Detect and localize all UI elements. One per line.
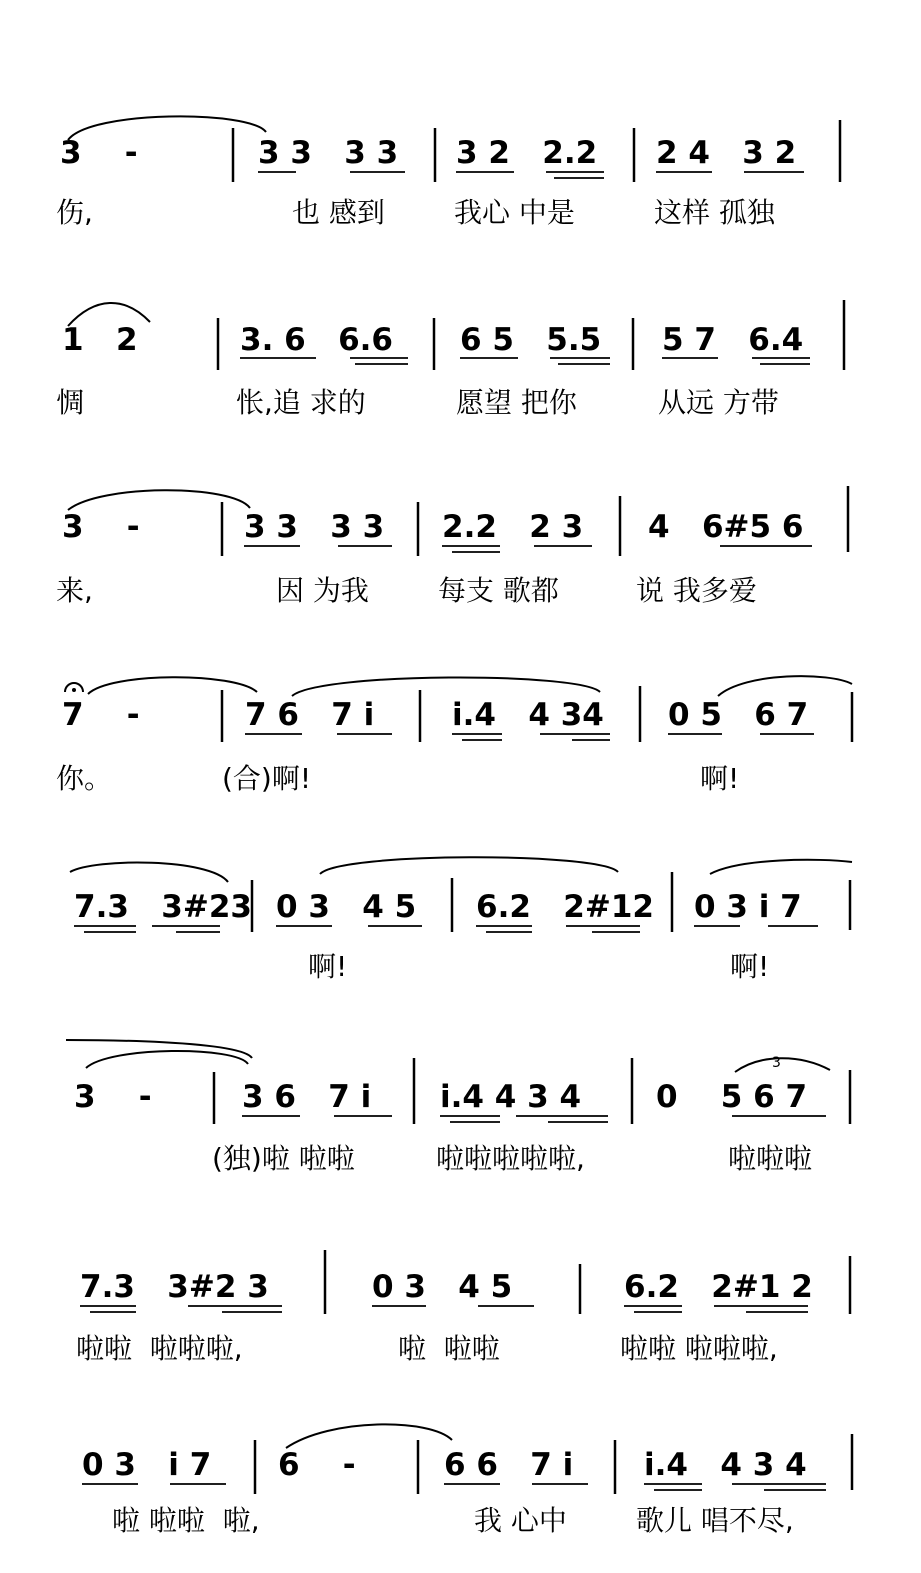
- lyric-text: 我 心中: [474, 1504, 567, 1537]
- lyric-text: 来,: [56, 574, 93, 607]
- lyric-text: 啦啦啦: [728, 1142, 813, 1175]
- lyric-text: 啊!: [700, 762, 740, 795]
- lyric-text: 这样 孤独: [654, 196, 775, 229]
- measure-notes: 6 -: [278, 1447, 356, 1483]
- lyric-text: 也 感到: [292, 196, 385, 229]
- lyric-text: 啊!: [308, 950, 348, 983]
- lyric-text: 你。: [56, 762, 113, 795]
- fermata-mark: [65, 683, 83, 692]
- measure-notes: 7 -: [62, 697, 140, 733]
- triplet-mark: 3: [772, 1055, 781, 1071]
- lyric-text: 伤,: [56, 196, 93, 229]
- measure-notes: 7.3 3#2 3: [80, 1269, 269, 1305]
- measure-notes: 6 6 7 i: [444, 1447, 574, 1483]
- measure-notes: 3 -: [74, 1079, 152, 1115]
- measure-notes: i.4 4 3 4: [644, 1447, 807, 1483]
- lyric-text: 说 我多爱: [636, 574, 757, 607]
- measure-notes: 7 6 7 i: [245, 697, 375, 733]
- measure-notes: 3 -: [60, 135, 138, 171]
- lyric-text: 惆: [56, 386, 85, 419]
- measure-notes: 2 4 3 2: [656, 135, 797, 171]
- measure-notes: 3 6 7 i: [242, 1079, 372, 1115]
- measure-notes: 7.3 3#23: [74, 889, 252, 925]
- lyric-text: (合)啊!: [222, 762, 312, 795]
- measure-notes: 0 3 i 7: [694, 889, 802, 925]
- measure-notes: 0 3 4 5: [372, 1269, 513, 1305]
- measure-notes: 6 5 5.5: [460, 322, 602, 358]
- lyric-text: 啦啦 啦啦啦,: [620, 1332, 778, 1365]
- measure-notes: 5 7 6.4: [662, 322, 804, 358]
- lyric-text: 因 为我: [276, 574, 369, 607]
- measure-notes: 3. 6 6.6: [240, 322, 394, 358]
- measure-notes: 6.2 2#1 2: [624, 1269, 813, 1305]
- measure-notes: i.4 4 34: [452, 697, 604, 733]
- lyric-text: 啦啦啦啦啦,: [436, 1142, 585, 1175]
- measure-notes: i.4 4 3 4: [440, 1079, 582, 1115]
- lyric-text: 从远 方带: [658, 386, 779, 419]
- lyric-text: 歌儿 唱不尽,: [636, 1504, 794, 1537]
- measure-notes: 3 3 3 3: [244, 509, 385, 545]
- lyric-text: 啦 啦啦 啦,: [112, 1504, 260, 1537]
- notation: [60, 135, 813, 1483]
- lyric-text: 啦啦 啦啦啦,: [76, 1332, 243, 1365]
- measure-notes: 1 2: [62, 322, 138, 358]
- lyric-text: 我心 中是: [454, 196, 575, 229]
- lyric-text: (独)啦 啦啦: [212, 1142, 355, 1175]
- lyric-text: 怅,追 求的: [236, 386, 366, 419]
- measure-notes: 6.2 2#12: [476, 889, 654, 925]
- measure-notes: 2.2 2 3: [442, 509, 584, 545]
- lyric-text: 愿望 把你: [456, 386, 577, 419]
- measure-notes: 0 5 6 7: [656, 1079, 808, 1115]
- measure-notes: 0 5 6 7: [668, 697, 809, 733]
- lyric-text: 啦 啦啦: [398, 1332, 500, 1365]
- lyrics: [56, 196, 812, 1537]
- measure-notes: 4 6#5 6: [648, 509, 804, 545]
- measure-notes: 0 3 4 5: [276, 889, 417, 925]
- measure-notes: 0 3 i 7: [82, 1447, 212, 1483]
- lyric-text: 每支 歌都: [438, 574, 559, 607]
- lyric-text: 啊!: [730, 950, 770, 983]
- measure-notes: 3 3 3 3: [258, 135, 399, 171]
- measure-notes: 3 -: [62, 509, 140, 545]
- measure-notes: 3 2 2.2: [456, 135, 598, 171]
